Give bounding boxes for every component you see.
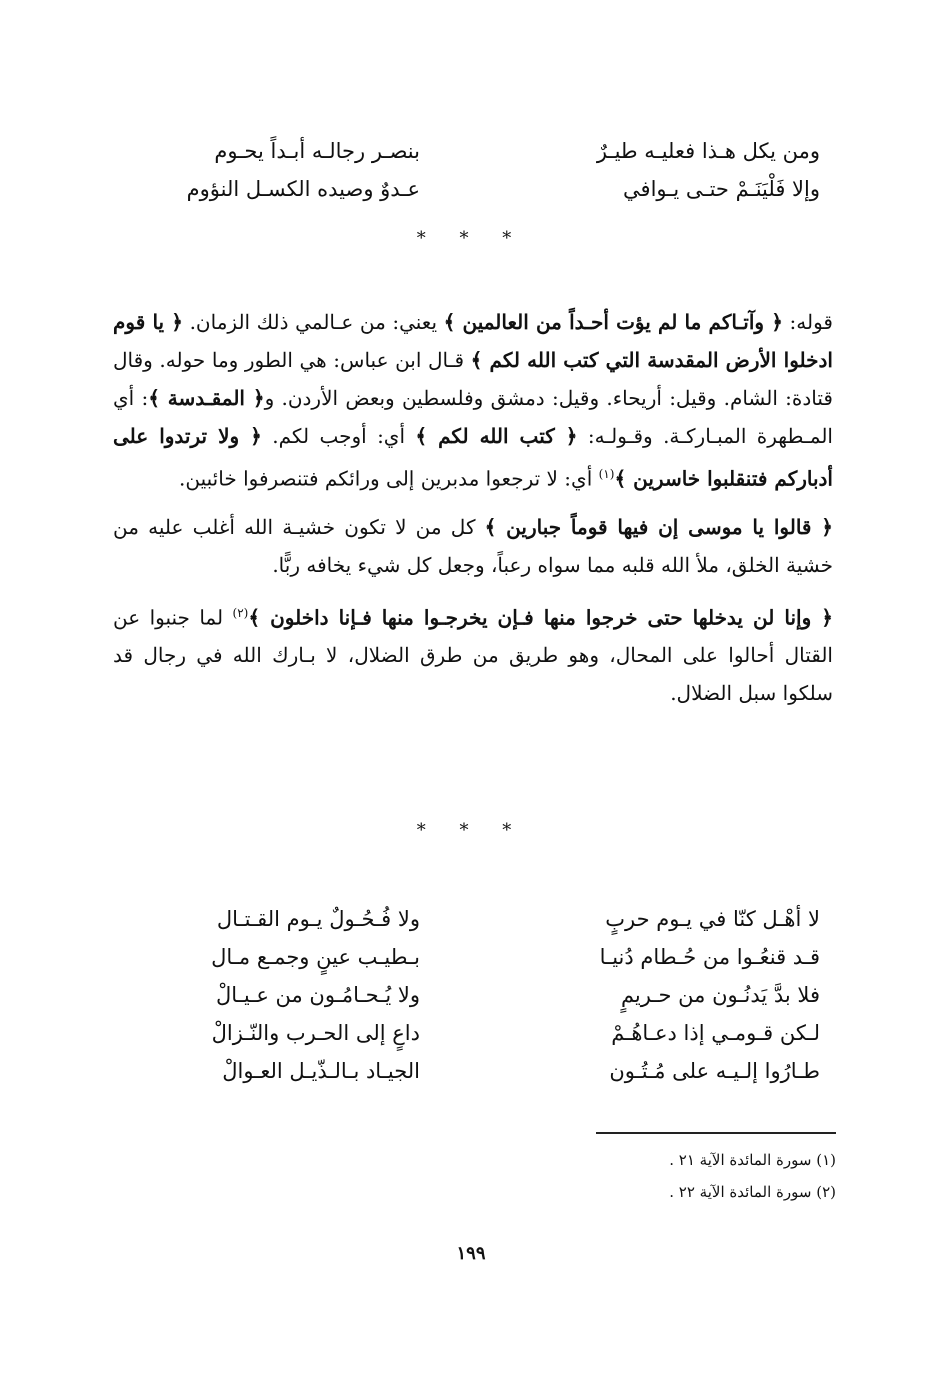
poem-verse — [120, 900, 820, 938]
verse-first-hemistich: ومن يكل هـذا فعليـه طيـرٌ — [596, 139, 820, 163]
poem-top — [120, 132, 820, 208]
quran-quote: ﴿ وآتـاكم ما لم يؤت أحـداً من العالمين ﴾ — [443, 310, 783, 334]
poem-verse — [120, 170, 820, 208]
text-run: كل من لا تكون خشيـة الله أغلب عليه من خشية الخلق، ملأ الله قلبه مما سواه رعباً، وجعل كل شيء يخافه ربًّا. — [113, 514, 833, 577]
footnote: (١) سورة المائدة الآية ٢١ . — [669, 1151, 836, 1169]
poem-verse — [120, 976, 820, 1014]
quran-quote: ﴿ وإنا لن يدخلها حتى خرجوا منها فـإن يخرجـوا منها فـإنا داخلون ﴾ — [248, 605, 833, 630]
verse-second-hemistich: الجيـاد بـالـذّيـل العـوالْ — [222, 1059, 420, 1083]
verse-second-hemistich: ولا فُـحُـولٌ يـوم القـتـال — [216, 907, 420, 931]
text-run: أي: أوجب لكم. — [261, 424, 416, 448]
paragraph — [113, 303, 833, 498]
verse-first-hemistich: قـد قنعُـوا من حُـطام دُنيـا — [599, 945, 820, 969]
text-run: لما جنبوا عن القتال أحالوا على المحال، وهو طريق من طرق الضلال، لا بـارك الله في رجال قد سلكوا سبل الضلال. — [113, 605, 833, 706]
verse-first-hemistich: لـكن قـومـي إذا دعـاهُـمْ — [611, 1021, 820, 1045]
text-run: أي: لا ترجعوا مدبرين إلى ورائكم فتنصرفوا خائبين. — [179, 466, 599, 491]
poem-verse — [120, 938, 820, 976]
paragraph — [113, 508, 833, 584]
quran-quote: ﴿ يا قوم ادخلوا الأرض المقدسة التي كتب الله لكم ﴾ — [113, 310, 833, 372]
text-run: قوله: — [782, 310, 833, 334]
quran-quote: ﴿ المقـدسة ﴾ — [148, 386, 265, 410]
quran-quote: ﴿ ولا ترتدوا على أدباركم فتنقلبوا خاسرين ﴾ — [113, 424, 833, 491]
poem-verse — [120, 1014, 820, 1052]
quran-quote: ﴿ قالوا يا موسى إن فيها قوماً جبارين ﴾ — [484, 514, 834, 539]
footnote-ref: (١) — [598, 467, 615, 481]
verse-first-hemistich: طـارُوا إلـيـه على مُـتُـون — [609, 1059, 820, 1083]
verse-second-hemistich: عـدوٌ وصيده الكسـل النؤوم — [186, 177, 420, 201]
poem-verse — [120, 132, 820, 170]
page-number: ١٩٩ — [456, 1243, 486, 1264]
footnote-ref: (٢) — [232, 605, 249, 620]
verse-first-hemistich: فلا بدَّ يَدنُـون من حـريمٍ — [620, 983, 820, 1007]
verse-second-hemistich: داعٍ إلى الحـرب والنّـزالْ — [211, 1021, 420, 1045]
verse-first-hemistich: لا أهْـل كنّا في يـوم حربٍ — [605, 907, 820, 931]
text-run: : أي المـطهرة المبـاركـة. وقـولـه: — [113, 386, 833, 448]
text-run: قـال ابن عباس: هي الطور وما حوله. وقال قتادة: الشام. وقيل: أريحاء. وقيل: دمشق وفلسطين وبعض الأردن. و — [113, 348, 833, 410]
poem-bottom — [120, 900, 820, 1090]
verse-second-hemistich: بـطيـب عينٍ وجمـع مـال — [211, 945, 420, 969]
verse-second-hemistich: ولا يُـحـامُـون من عـيـالْ — [216, 983, 420, 1007]
poem-verse — [120, 1052, 820, 1090]
paragraph — [113, 594, 833, 713]
text-run: يعني: من عـالمي ذلك الزمان. — [183, 310, 444, 334]
commentary-text — [113, 303, 833, 722]
verse-second-hemistich: بنصـر رجالـه أبـداً يحـوم — [214, 139, 420, 163]
section-separator: * * * — [416, 820, 526, 841]
verse-first-hemistich: وإلا فَلْيَنَـمْ حتـى يـوافي — [623, 177, 820, 201]
footnote: (٢) سورة المائدة الآية ٢٢ . — [669, 1183, 836, 1201]
footnote-rule — [596, 1132, 836, 1134]
quran-quote: ﴿ كتب الله لكم ﴾ — [415, 424, 578, 448]
section-separator: * * * — [416, 228, 526, 249]
